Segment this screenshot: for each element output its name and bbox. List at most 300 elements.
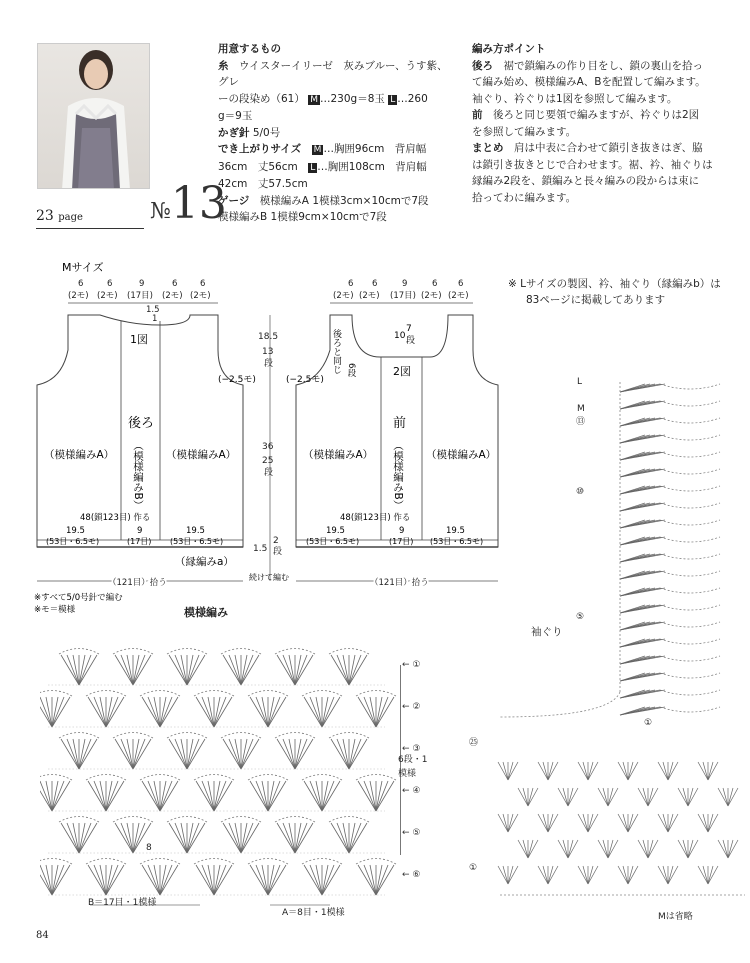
band-stitch bbox=[628, 762, 633, 780]
finish-text-2: は鎖引き抜きとじで合わせます。裾、衿、袖ぐりは bbox=[472, 158, 713, 171]
chain-arc bbox=[248, 859, 288, 865]
row-number: ← ④ bbox=[402, 786, 421, 796]
fan-stitch bbox=[295, 655, 307, 685]
fan-stitch bbox=[376, 697, 388, 727]
row-number: ← ⑥ bbox=[402, 870, 421, 880]
h-edge-dan: 段 bbox=[273, 547, 283, 557]
band-stitch bbox=[563, 788, 568, 806]
band-stitch bbox=[668, 814, 678, 832]
band-fan bbox=[538, 762, 558, 780]
band-stitch bbox=[608, 840, 618, 858]
continue-label: 続けて編む bbox=[249, 573, 289, 582]
fan-stitch bbox=[79, 823, 91, 853]
chain-arc bbox=[140, 691, 180, 697]
edge-row-25: ㉕ bbox=[469, 738, 479, 748]
band-stitch bbox=[523, 840, 528, 858]
fan-motif bbox=[248, 859, 288, 896]
chain-arc bbox=[194, 775, 234, 781]
model-illustration bbox=[38, 44, 150, 189]
chain-arc bbox=[59, 649, 99, 655]
size-m-badge-2: M bbox=[313, 145, 322, 155]
band-stitch bbox=[628, 762, 638, 780]
edge-arc bbox=[660, 401, 720, 406]
band-fan bbox=[538, 866, 558, 884]
band-fan bbox=[578, 762, 598, 780]
fan-stitch bbox=[241, 655, 253, 685]
edge-stitch bbox=[620, 571, 665, 579]
fan-stitch bbox=[268, 697, 280, 727]
edge-fan bbox=[620, 503, 720, 511]
fan-stitch bbox=[349, 739, 361, 769]
back-text-3: 袖ぐり、衿ぐりは1図を参照して編みます。 bbox=[472, 92, 678, 105]
band-stitch bbox=[698, 814, 708, 832]
front-col-2: 6 bbox=[372, 279, 378, 289]
band-stitch bbox=[508, 762, 513, 780]
band-stitch bbox=[658, 762, 668, 780]
band-stitch bbox=[548, 866, 553, 884]
chain-arc bbox=[113, 649, 153, 655]
front-col-2b: (2モ) bbox=[359, 291, 380, 301]
fan-motif bbox=[248, 775, 288, 812]
row-number: ← ① bbox=[402, 660, 421, 670]
band-stitch bbox=[528, 840, 538, 858]
band-stitch bbox=[588, 866, 598, 884]
fan-stitch bbox=[148, 697, 160, 727]
fan-stitch bbox=[214, 781, 226, 811]
chain-arc bbox=[221, 733, 261, 739]
back-col-4b: (2モ) bbox=[162, 291, 183, 301]
yarn-l-amount-cont: g＝9玉 bbox=[218, 110, 253, 122]
fan-stitch bbox=[160, 697, 172, 727]
pattern-number-value: 13 bbox=[170, 178, 227, 229]
gauge-1: 模様編みA 1模様3cm×10cmで7段 bbox=[259, 194, 429, 207]
front-col-3b: (17目) bbox=[390, 291, 416, 301]
fan-stitch bbox=[94, 781, 106, 811]
yarn-text-cont: ーの段染め（61） bbox=[218, 92, 305, 105]
band-stitch bbox=[688, 840, 698, 858]
edge-arc bbox=[660, 673, 720, 678]
back-start-chain: 48(鎖123目) 作る bbox=[80, 513, 151, 523]
front-col-5b: (2モ) bbox=[448, 291, 469, 301]
back-text-1: 裾で鎖編みの作り目をし、鎖の裏山を拾っ bbox=[503, 59, 703, 72]
front-col-5: 6 bbox=[458, 279, 464, 289]
edge-fan bbox=[620, 520, 720, 528]
band-stitch bbox=[598, 840, 608, 858]
band-stitch bbox=[498, 814, 508, 832]
fan-motif bbox=[221, 817, 261, 854]
chain-arc bbox=[194, 859, 234, 865]
front-col-1: 6 bbox=[348, 279, 354, 289]
back-col-1: 6 bbox=[78, 279, 84, 289]
page-ref-word: page bbox=[58, 212, 83, 223]
front-col-3: 9 bbox=[402, 279, 408, 289]
fan-stitch bbox=[160, 865, 172, 895]
band-stitch bbox=[498, 762, 508, 780]
front-col-4: 6 bbox=[432, 279, 438, 289]
fan-stitch bbox=[148, 865, 160, 895]
armhole-label: 袖ぐり bbox=[531, 626, 563, 638]
band-stitch bbox=[538, 814, 548, 832]
band-stitch bbox=[668, 762, 673, 780]
fan-motif bbox=[167, 733, 207, 770]
chain-arc bbox=[167, 817, 207, 823]
band-stitch bbox=[688, 840, 693, 858]
fan-stitch bbox=[133, 655, 145, 685]
fan-motif bbox=[248, 691, 288, 728]
band-stitch bbox=[723, 840, 728, 858]
band-stitch bbox=[628, 866, 633, 884]
fan-stitch bbox=[187, 655, 199, 685]
stitch-chart-title: 模様編み bbox=[184, 606, 228, 619]
chain-arc bbox=[221, 817, 261, 823]
stitch-eight: 8 bbox=[146, 843, 152, 853]
fan-motif bbox=[194, 859, 234, 896]
front-left-pattern: （模様編みA） bbox=[303, 449, 374, 461]
front-neck-dan: 段 bbox=[406, 336, 416, 346]
fan-motif bbox=[275, 649, 315, 686]
chain-arc bbox=[59, 817, 99, 823]
stitch-chart bbox=[40, 625, 440, 925]
fan-stitch bbox=[214, 697, 226, 727]
band-stitch bbox=[698, 762, 708, 780]
fan-stitch bbox=[268, 781, 280, 811]
fig2-label: 2図 bbox=[393, 365, 411, 378]
band-stitch bbox=[728, 840, 733, 858]
band-stitch bbox=[623, 814, 628, 832]
fan-stitch bbox=[94, 697, 106, 727]
band-stitch bbox=[623, 762, 628, 780]
armhole-curve bbox=[500, 692, 620, 717]
band-stitch bbox=[703, 762, 708, 780]
edge-stitch bbox=[620, 707, 665, 715]
edging-chart bbox=[460, 372, 750, 917]
fan-motif bbox=[167, 817, 207, 854]
fan-stitch bbox=[310, 697, 322, 727]
band-fan bbox=[558, 788, 578, 806]
fan-motif bbox=[40, 775, 72, 812]
edge-row-1-top: ① bbox=[644, 718, 653, 728]
edge-arc bbox=[660, 486, 720, 491]
stitch-b-width: B＝17目・1模様 bbox=[88, 898, 157, 908]
back-w-center: 9 bbox=[137, 526, 143, 536]
band-stitch bbox=[618, 814, 628, 832]
finish-label: まとめ bbox=[472, 142, 504, 154]
back-pick-stitches: （121目）拾う bbox=[108, 578, 167, 588]
band-fan bbox=[498, 814, 518, 832]
edge-fan bbox=[620, 486, 720, 494]
edge-fan bbox=[620, 673, 720, 681]
fan-stitch bbox=[202, 781, 214, 811]
band-stitch bbox=[728, 788, 738, 806]
fan-stitch bbox=[322, 697, 334, 727]
band-stitch bbox=[548, 762, 558, 780]
l-note-1: ※ Lサイズの製図、衿、袖ぐり（縁編みb）は bbox=[508, 278, 721, 290]
h-edge-rows: 2 bbox=[273, 536, 279, 546]
yarn-m-amount: …230g＝8玉 bbox=[319, 92, 385, 105]
fig1-label: 1図 bbox=[130, 333, 148, 346]
size-l-badge-2: L bbox=[310, 162, 316, 173]
band-stitch bbox=[688, 788, 693, 806]
band-fan bbox=[638, 840, 658, 858]
fan-stitch bbox=[310, 865, 322, 895]
edge-fan bbox=[620, 418, 720, 426]
fan-stitch bbox=[256, 865, 268, 895]
band-stitch bbox=[588, 762, 598, 780]
band-stitch bbox=[503, 866, 508, 884]
band-stitch bbox=[523, 788, 528, 806]
points-heading: 編み方ポイント bbox=[472, 43, 546, 55]
l-note-2: 83ページに掲載してあります bbox=[526, 294, 666, 306]
fan-stitch bbox=[202, 865, 214, 895]
back-col-2b: (2モ) bbox=[97, 291, 118, 301]
edge-fan bbox=[620, 707, 720, 715]
back-armhole-dec: (−2.5モ) bbox=[218, 375, 256, 385]
chain-arc bbox=[40, 775, 72, 781]
chain-arc bbox=[86, 775, 126, 781]
chain-arc bbox=[275, 817, 315, 823]
edge-stitch bbox=[620, 639, 665, 647]
band-stitch bbox=[708, 866, 713, 884]
back-w-left-stitches: (53目・6.5モ) bbox=[46, 537, 100, 546]
front-w-left: 19.5 bbox=[326, 526, 345, 536]
band-stitch bbox=[508, 762, 518, 780]
edge-stitch bbox=[620, 622, 665, 630]
band-stitch bbox=[558, 788, 568, 806]
fan-stitch bbox=[364, 865, 376, 895]
front-six-dan: 6段 bbox=[346, 363, 356, 377]
band-stitch bbox=[698, 866, 708, 884]
fan-stitch bbox=[79, 655, 91, 685]
band-stitch bbox=[708, 866, 718, 884]
band-fan bbox=[678, 840, 698, 858]
band-stitch bbox=[578, 866, 588, 884]
back-w-left: 19.5 bbox=[66, 526, 85, 536]
fan-motif bbox=[356, 691, 396, 728]
edge-fan bbox=[620, 537, 720, 545]
front-text-1: 後ろと同じ要領で編みますが、衿ぐりは2図 bbox=[493, 109, 700, 121]
band-stitch bbox=[708, 762, 713, 780]
stitch-repeat-pattern: 模様 bbox=[398, 769, 417, 779]
h-body-rows: 25 bbox=[262, 456, 274, 466]
chain-arc bbox=[356, 859, 396, 865]
band-stitch bbox=[538, 866, 548, 884]
band-stitch bbox=[558, 840, 568, 858]
band-stitch bbox=[503, 814, 508, 832]
fan-stitch bbox=[337, 823, 349, 853]
fan-stitch bbox=[160, 781, 172, 811]
band-fan bbox=[698, 762, 718, 780]
band-stitch bbox=[603, 840, 608, 858]
chain-arc bbox=[140, 859, 180, 865]
band-stitch bbox=[623, 866, 628, 884]
fan-stitch bbox=[322, 865, 334, 895]
edge-stitch bbox=[620, 656, 665, 664]
fan-stitch bbox=[121, 655, 133, 685]
edge-stitch bbox=[620, 520, 665, 528]
chain-arc bbox=[302, 859, 342, 865]
band-stitch bbox=[708, 814, 713, 832]
fan-stitch bbox=[364, 697, 376, 727]
edge-arc bbox=[660, 469, 720, 474]
band-stitch bbox=[583, 866, 588, 884]
fan-stitch bbox=[67, 823, 79, 853]
chain-arc bbox=[59, 733, 99, 739]
band-fan bbox=[518, 788, 538, 806]
front-pick-stitches: （121目）拾う bbox=[370, 578, 429, 588]
front-same-as-back: 後ろと同じ bbox=[331, 329, 341, 374]
band-stitch bbox=[668, 866, 678, 884]
fan-motif bbox=[59, 649, 99, 686]
fan-motif bbox=[86, 859, 126, 896]
edge-arc bbox=[660, 418, 720, 423]
band-stitch bbox=[618, 866, 628, 884]
chain-arc bbox=[40, 691, 72, 697]
fan-motif bbox=[113, 649, 153, 686]
fan-motif bbox=[221, 649, 261, 686]
fan-stitch bbox=[106, 865, 118, 895]
band-stitch bbox=[728, 840, 738, 858]
band-stitch bbox=[528, 788, 538, 806]
edge-arc bbox=[660, 571, 720, 576]
band-stitch bbox=[628, 814, 638, 832]
band-stitch bbox=[568, 788, 573, 806]
chain-arc bbox=[356, 775, 396, 781]
edge-arc bbox=[660, 690, 720, 695]
fan-stitch bbox=[256, 697, 268, 727]
front-center-pattern: （模様編みB） bbox=[392, 440, 404, 511]
chain-arc bbox=[113, 733, 153, 739]
band-fan bbox=[598, 788, 618, 806]
band-stitch bbox=[648, 788, 658, 806]
chain-arc bbox=[356, 691, 396, 697]
fan-motif bbox=[329, 733, 369, 770]
stitch-repeat-rows: 6段・1 bbox=[398, 755, 428, 765]
edge-fan bbox=[620, 588, 720, 596]
band-stitch bbox=[638, 840, 648, 858]
back-w-right: 19.5 bbox=[186, 526, 205, 536]
fan-motif bbox=[40, 859, 72, 896]
gauge-label: ゲージ bbox=[218, 194, 250, 207]
note-mo: ※モ＝模様 bbox=[34, 605, 76, 615]
fan-motif bbox=[167, 649, 207, 686]
back-col-3: 9 bbox=[139, 279, 145, 289]
band-fan bbox=[518, 840, 538, 858]
fan-motif bbox=[59, 817, 99, 854]
row-number: ← ② bbox=[402, 702, 421, 712]
fan-stitch bbox=[349, 655, 361, 685]
band-fan bbox=[538, 814, 558, 832]
band-stitch bbox=[508, 866, 518, 884]
band-fan bbox=[638, 788, 658, 806]
fan-stitch bbox=[349, 823, 361, 853]
edge-stitch bbox=[620, 605, 665, 613]
pattern-number-prefix: № bbox=[150, 199, 171, 224]
band-stitch bbox=[583, 814, 588, 832]
edge-arc bbox=[660, 588, 720, 593]
fan-stitch bbox=[133, 739, 145, 769]
front-w-left-stitches: (53目・6.5モ) bbox=[306, 537, 360, 546]
page-number: 84 bbox=[36, 930, 49, 941]
chain-arc bbox=[302, 691, 342, 697]
edge-m-label: M bbox=[577, 404, 585, 414]
edge-arc bbox=[660, 435, 720, 440]
h-armhole-dan: 段 bbox=[264, 359, 274, 369]
fan-stitch bbox=[295, 823, 307, 853]
edge-arc bbox=[660, 520, 720, 525]
band-stitch bbox=[663, 814, 668, 832]
page-reference bbox=[36, 208, 83, 224]
band-fan bbox=[578, 814, 598, 832]
band-stitch bbox=[543, 762, 548, 780]
band-stitch bbox=[518, 788, 528, 806]
band-stitch bbox=[648, 840, 653, 858]
band-stitch bbox=[508, 814, 518, 832]
band-stitch bbox=[703, 866, 708, 884]
band-stitch bbox=[648, 788, 653, 806]
chain-arc bbox=[40, 859, 72, 865]
band-stitch bbox=[568, 788, 578, 806]
fan-motif bbox=[329, 649, 369, 686]
edge-fan bbox=[620, 452, 720, 460]
fan-stitch bbox=[121, 823, 133, 853]
back-col-5: 6 bbox=[200, 279, 206, 289]
band-stitch bbox=[688, 788, 698, 806]
edge-arc bbox=[660, 707, 720, 712]
front-col-4b: (2モ) bbox=[421, 291, 442, 301]
band-stitch bbox=[588, 814, 598, 832]
fan-stitch bbox=[229, 823, 241, 853]
fan-stitch bbox=[376, 865, 388, 895]
front-w-center: 9 bbox=[399, 526, 405, 536]
edge-stitch bbox=[620, 537, 665, 545]
band-fan bbox=[658, 814, 678, 832]
back-col-3b: (17目) bbox=[127, 291, 153, 301]
h-armhole: 18.5 bbox=[258, 332, 279, 342]
band-stitch bbox=[528, 788, 533, 806]
fan-stitch bbox=[337, 739, 349, 769]
fan-stitch bbox=[187, 739, 199, 769]
h-edge: 1.5 bbox=[253, 544, 268, 554]
edging-a-label: （縁編みa） bbox=[175, 556, 234, 568]
edge-arc bbox=[660, 452, 720, 457]
band-stitch bbox=[603, 788, 608, 806]
edge-arc bbox=[660, 384, 720, 389]
fan-stitch bbox=[256, 781, 268, 811]
chain-arc bbox=[140, 775, 180, 781]
edge-fan bbox=[620, 554, 720, 562]
fan-motif bbox=[140, 691, 180, 728]
points-section bbox=[472, 41, 734, 206]
band-stitch bbox=[543, 866, 548, 884]
band-stitch bbox=[548, 814, 553, 832]
fan-motif bbox=[275, 817, 315, 854]
fan-stitch bbox=[52, 781, 64, 811]
back-right-pattern: （模様編みA） bbox=[166, 449, 237, 461]
fan-stitch bbox=[322, 781, 334, 811]
size-l-1: …胸囲108cm 背肩幅 bbox=[317, 160, 427, 173]
fan-motif bbox=[113, 733, 153, 770]
fan-stitch bbox=[52, 697, 64, 727]
edge-stitch bbox=[620, 452, 665, 460]
size-title: Mサイズ bbox=[62, 261, 104, 274]
band-fan bbox=[498, 762, 518, 780]
note-hook: ※すべて5/0号針で編む bbox=[34, 593, 123, 603]
edge-fan bbox=[620, 690, 720, 698]
band-fan bbox=[598, 840, 618, 858]
band-stitch bbox=[588, 762, 593, 780]
fan-motif bbox=[140, 775, 180, 812]
fan-motif bbox=[356, 859, 396, 896]
